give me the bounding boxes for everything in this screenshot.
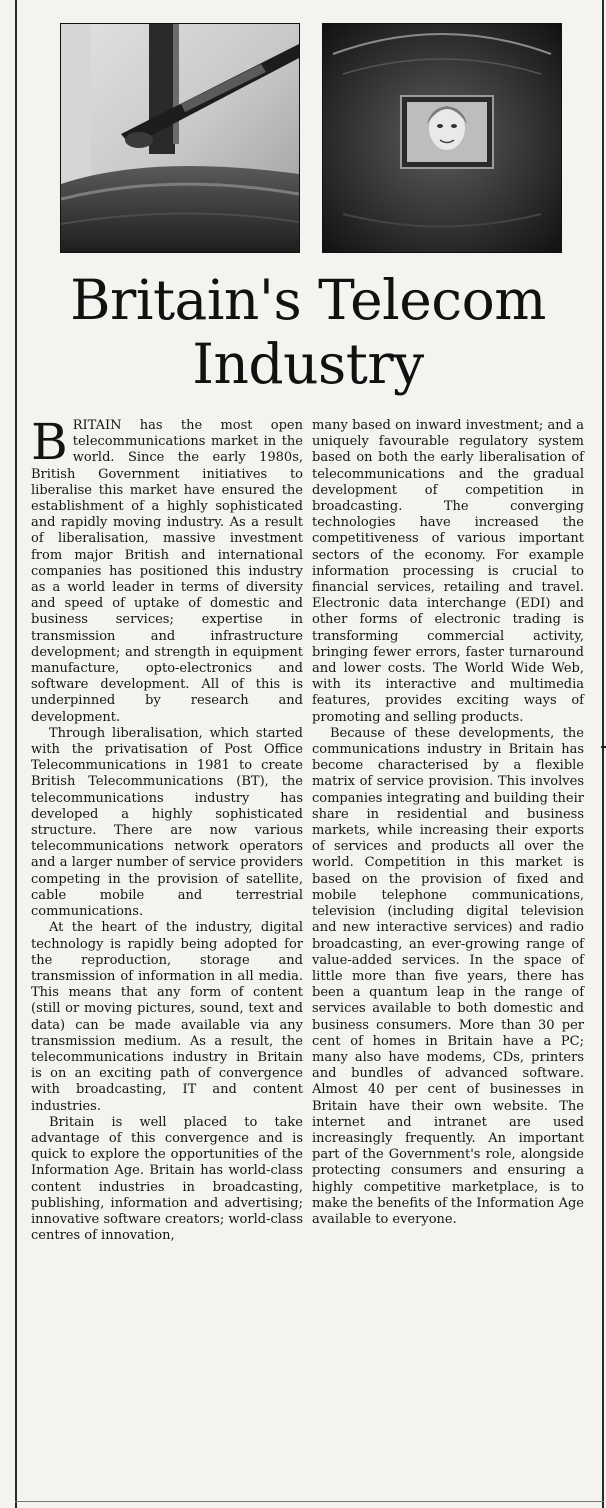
- article-column-left: [31, 413, 303, 1244]
- article-paragraph: Britain is well placed to take advantage of this convergence and is quick to explore the opportunities of the Information Age. Britain has world-class content industries in broadcasting, publishing, information and advertising; innovative software creators; world-class centres of innovation,: [31, 1114, 303, 1244]
- drop-cap: B: [31, 413, 68, 471]
- right-border-rule: [602, 0, 604, 1508]
- left-border-rule: [15, 0, 17, 1508]
- paragraph-text: RITAIN has the most open telecommunications market in the world. Since the early 1980s, British Government initiatives to liberalise this market have ensured the establishment of a highly sophisticated and rapidly moving industry. As a result of liberalisation, massive investment from major British and international companies has positioned this industry as a world leader in terms of diversity and speed of uptake of domestic and business services; expertise in transmission and infrastructure development; and strength in equipment manufacture, opto-electronics and software development. All of this is underpinned by research and development.: [31, 418, 303, 725]
- photo-stylus: [60, 23, 300, 253]
- article-paragraph: Through liberalisation, which started with the privatisation of Post Office Telecommunications in 1981 to create British Telecommunications (BT), the telecommunications industry has developed a highly sophisticated structure. There are now various telecommunications network operators and a larger number of service providers competing in the provision of satellite, cable mobile and terrestrial communications.: [31, 725, 303, 920]
- article-column-right: [312, 418, 584, 1228]
- margin-tick-mark: [601, 746, 606, 748]
- article-headline: Britain's Telecom Industry: [70, 268, 546, 396]
- photo-monitor: [322, 23, 562, 253]
- article-paragraph: At the heart of the industry, digital technology is rapidly being adopted for the reproduction, storage and transmission of information in all media. This means that any form of content (still or moving pictures, sound, text and data) can be made available via any transmission medium. As a result, the telecommunications industry in Britain is on an exciting path of convergence with broadcasting, IT and content industries.: [31, 920, 303, 1114]
- article-paragraph: [31, 413, 303, 726]
- article-paragraph: Because of these developments, the communications industry in Britain has become characterised by a flexible matrix of service provision. This involves companies integrating and building their share in residential and business markets, while increasing their exports of services and products all over the world. Competition in this market is based on the provision of fixed and mobile telephone communications, television (including digital television and new interactive services) and radio broadcasting, an ever-growing range of value-added services. In the space of little more than five years, there has been a quantum leap in the range of services available to both domestic and business consumers. More than 30 per cent of homes in Britain have a PC; many also have modems, CDs, printers and bundles of advanced software. Almost 40 per cent of businesses in Britain have their own website. The internet and intranet are used increasingly frequently. An important part of the Government's role, alongside protecting consumers and ensuring a highly competitive marketplace, is to make the benefits of the Information Age available to everyone.: [312, 725, 584, 1227]
- article-paragraph: many based on inward investment; and a uniquely favourable regulatory system based on both the early liberalisation of telecommunications and the gradual development of competition in broadcasting. The converging technologies have increased the competitiveness of various important sectors of the economy. For example information processing is crucial to financial services, retailing and travel. Electronic data interchange (EDI) and other forms of electronic trading is transforming commercial activity, bringing fewer errors, faster turnaround and lower costs. The World Wide Web, with its interactive and multimedia features, provides exciting ways of promoting and selling products.: [312, 418, 584, 725]
- bottom-border-rule: [15, 1501, 604, 1502]
